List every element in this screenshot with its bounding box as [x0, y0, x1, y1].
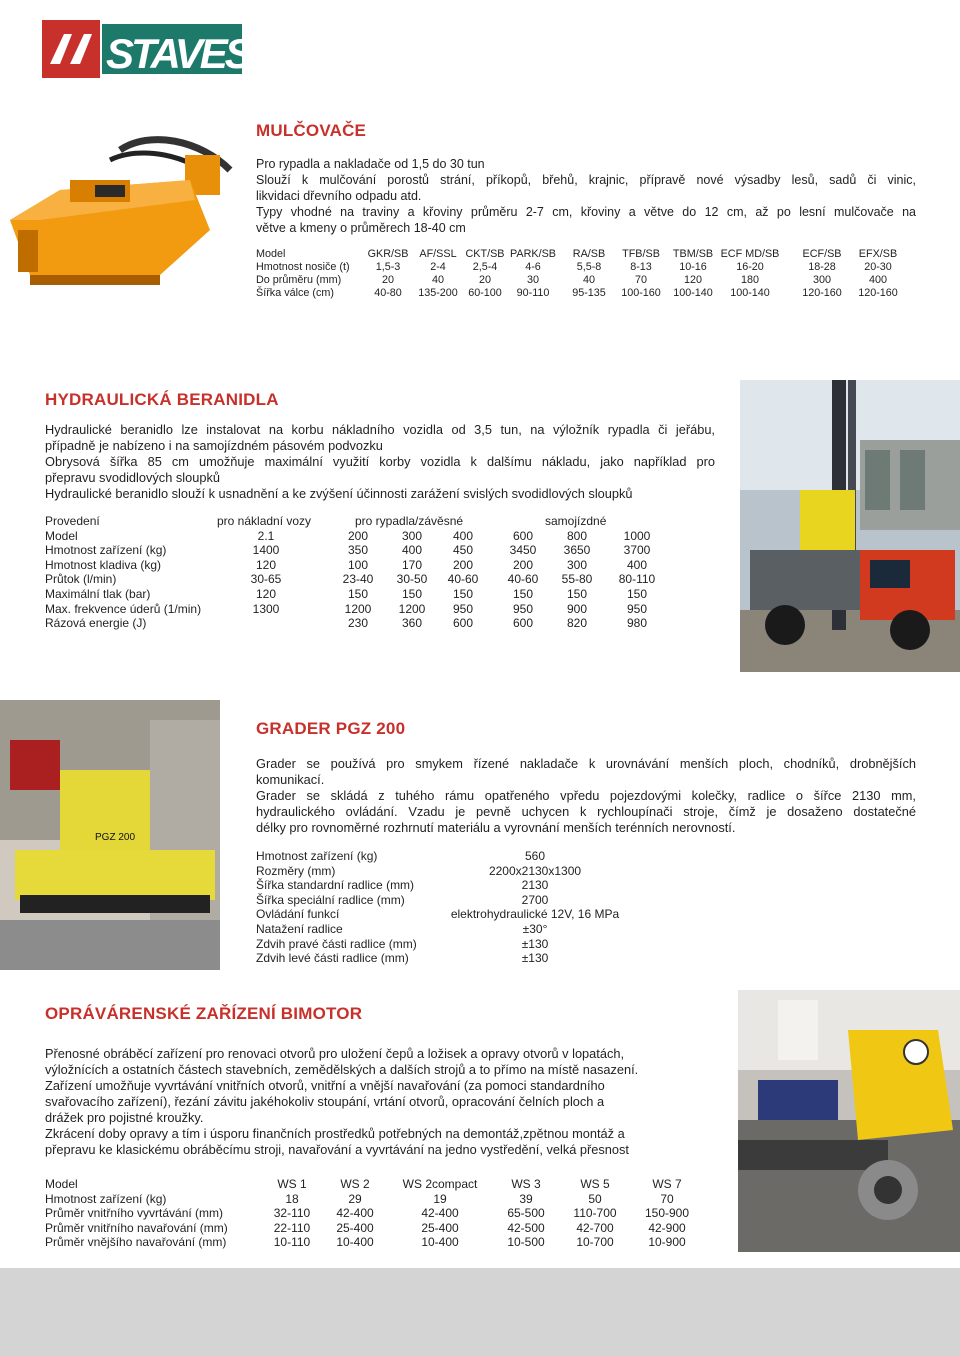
text-line: Hydraulické beranidlo lze instalovat na korbu nákladního vozidla od 3,5 tun, na výložník rypadla či jeřábu, [45, 422, 715, 437]
table-row-label: Šířka válce (cm) [256, 287, 334, 299]
spec-label: Ovládání funkcí [256, 907, 340, 922]
table-cell: 3450 [509, 543, 537, 558]
spec-label: Natažení radlice [256, 922, 343, 936]
table-cell: CKT/SB [465, 248, 505, 260]
table-row-label: Max. frekvence úderů (1/min) [45, 601, 202, 616]
table-cell: 18 [285, 1191, 299, 1206]
table-row-label: Hmotnost nosiče (t) [256, 261, 350, 273]
table-cell: EFX/SB [858, 248, 898, 260]
table-cell: 950 [512, 601, 534, 616]
table-cell: 100 [347, 557, 369, 572]
text-line: Zařízení umožňuje vyvrtávání vnitřních otvorů, vnitřní a vnější navařování (za pomoci standardního [45, 1078, 605, 1093]
table-cell: 150 [626, 587, 648, 601]
table-cell: 10-400 [336, 1235, 374, 1250]
table-cell: 55-80 [561, 572, 593, 587]
table-cell: 300 [812, 274, 832, 286]
photo-label: PGZ 200 [95, 832, 136, 843]
table-row-label: Model [45, 1177, 78, 1191]
table-cell: 10-500 [507, 1235, 545, 1250]
table-cell: 100-140 [730, 287, 770, 299]
table-cell: 40 [431, 274, 445, 286]
table-cell: 2,5-4 [472, 261, 498, 273]
table-cell: 200 [512, 557, 534, 572]
spec-label: Zdvih pravé části radlice (mm) [256, 936, 417, 951]
pile-driver-truck-photo [740, 380, 960, 672]
table-header-group: pro rypadla/závěsné [355, 514, 464, 528]
table-cell: AF/SSL [419, 248, 457, 260]
spec-value: ±130 [521, 951, 549, 966]
table-cell: 950 [626, 601, 648, 616]
table-cell: 25-400 [336, 1220, 374, 1235]
table-cell: 40-60 [447, 572, 479, 587]
table-cell: 300 [566, 557, 588, 572]
table-cell: 29 [348, 1191, 362, 1206]
text-line: Hydraulické beranidlo slouží k usnadnění a ke zvýšení účinnosti zarážení svislých svodidlových sloupků [45, 486, 633, 501]
table-header-group: pro nákladní vozy [217, 514, 312, 528]
table-cell: 300 [401, 528, 423, 543]
table-cell: 90-110 [516, 287, 550, 299]
table-cell: 30-65 [250, 572, 282, 587]
text-line: Pro rypadla a nakladače od 1,5 do 30 tun [256, 157, 485, 171]
beranidla-table [45, 514, 725, 634]
table-cell: 5,5-8 [576, 261, 602, 273]
text-line: Slouží k mulčování porostů strání, příkopů, břehů, krajnic, přípravě nové výsadby lesů, sadů či vinic, [256, 173, 916, 187]
table-cell: 70 [634, 274, 648, 286]
table-cell: 120-160 [858, 287, 898, 299]
table-row-label: Průtok (l/min) [45, 572, 117, 587]
text-line: Typy vhodné na traviny a křoviny průměru 2-7 cm, křoviny a větve do 12 cm, až po lesní mulčovače na [256, 205, 916, 219]
table-cell: 42-500 [507, 1220, 545, 1235]
table-cell: 19 [433, 1191, 447, 1206]
table-cell: 50 [588, 1191, 602, 1206]
table-row-label: Hmotnost zařízení (kg) [45, 1191, 167, 1206]
bimotor-title: OPRÁVÁRENSKÉ ZAŘÍZENÍ BIMOTOR [45, 1004, 363, 1023]
spec-label: Hmotnost zařízení (kg) [256, 849, 378, 863]
table-cell: 16-20 [736, 261, 764, 273]
table-cell: 600 [512, 528, 534, 543]
table-cell: 200 [347, 528, 369, 543]
table-row-label: Hmotnost kladiva (kg) [45, 557, 162, 572]
table-cell: 400 [626, 557, 648, 572]
table-cell: 95-135 [572, 287, 606, 299]
logo-text: STAVES [106, 30, 242, 77]
table-cell: 980 [626, 616, 648, 631]
table-cell: 150 [347, 587, 369, 601]
table-cell: 360 [401, 616, 423, 631]
table-cell: 40-80 [374, 287, 402, 299]
table-cell: 42-400 [421, 1206, 459, 1221]
table-cell: 1300 [252, 601, 280, 616]
text-line: Grader se používá pro smykem řízené nakladače k urovnávání menších ploch, chodníků, drobnějších [256, 756, 916, 771]
spec-value: 2700 [521, 892, 549, 907]
text-line: větve a kmeny o průměrech 18-40 cm [256, 221, 466, 235]
table-cell: 820 [566, 616, 588, 631]
table-cell: 40-60 [507, 572, 539, 587]
spec-label: Zdvih levé části radlice (mm) [256, 951, 409, 966]
table-cell: 42-900 [648, 1220, 686, 1235]
table-cell: 350 [347, 543, 369, 558]
text-line: přepravu ke klasickému obráběcímu stroji, navařování a vyvrtávání na jedno vystředění, velká přesnost [45, 1142, 629, 1157]
spec-label: Rozměry (mm) [256, 863, 336, 878]
table-cell: 150 [452, 587, 474, 601]
table-cell: 3700 [623, 543, 651, 558]
table-cell: 40 [582, 274, 596, 286]
spec-value: 560 [524, 849, 546, 863]
table-cell: 10-900 [648, 1235, 686, 1250]
text-line: výložnících a ostatních částech stavebních, zemědělských a dalších strojů a to přímo na místě nasazení. [45, 1062, 639, 1077]
table-cell: 1400 [252, 543, 280, 558]
text-line: Přenosné obráběcí zařízení pro renovaci otvorů pro uložení čepů a ložisek a opravy otvorů v lopatách, [45, 1046, 625, 1061]
table-cell: 70 [660, 1191, 674, 1206]
text-line: hydraulického ovládání. Vzadu je pevně uchycen k rychloupínači stroje, čímž je dosaženo dostatečné [256, 804, 916, 819]
table-cell: 18-28 [808, 261, 836, 273]
spec-value: elektrohydraulické 12V, 16 MPa [450, 907, 620, 922]
spec-label: Šířka speciální radlice (mm) [256, 892, 405, 907]
table-cell: 170 [401, 557, 423, 572]
text-line: Zkrácení doby opravy a tím i úsporu finančních prostředků potřebných na demontáž,zpětnou montáž a [45, 1126, 625, 1141]
table-cell: 2-4 [430, 261, 446, 273]
staves-logo [42, 20, 242, 78]
table-header-label: Provedení [45, 514, 100, 528]
table-cell: 22-110 [273, 1220, 311, 1235]
table-row-label: Model [256, 248, 286, 260]
table-cell: 60-100 [468, 287, 502, 299]
mulcovace-description [256, 156, 916, 236]
text-line: délky pro rovnoměrné rozhrnutí materiálu a vyrovnání menších terénních nerovností. [256, 820, 736, 835]
table-cell: 3650 [563, 543, 591, 558]
table-cell: 100-140 [673, 287, 713, 299]
bimotor-description [45, 1046, 715, 1158]
table-cell: 1,5-3 [375, 261, 401, 273]
spec-value: ±30° [522, 922, 548, 936]
grader-specs [256, 849, 676, 969]
table-cell: WS 5 [580, 1177, 610, 1191]
table-cell: 150 [512, 587, 534, 601]
table-cell: 800 [566, 528, 588, 543]
table-cell: WS 3 [511, 1177, 541, 1191]
table-row-label: Model [45, 528, 78, 543]
spec-value: 2130 [521, 878, 549, 893]
table-cell: 23-40 [342, 572, 374, 587]
table-cell: 10-110 [273, 1235, 311, 1250]
table-header-group: samojízdné [545, 514, 607, 528]
text-line: Grader se skládá z tuhého rámu opatřeného vpředu pojezdovými kolečky, radlice o šířce 2130 mm, [256, 788, 916, 803]
spec-label: Šířka standardní radlice (mm) [256, 878, 415, 893]
table-row-label: Průměr vnějšího navařování (mm) [45, 1235, 227, 1250]
table-cell: 120 [255, 587, 277, 601]
table-cell: 600 [512, 616, 534, 631]
table-cell: 180 [740, 274, 760, 286]
table-cell: RA/SB [572, 248, 606, 260]
table-cell: 80-110 [618, 572, 656, 587]
table-cell: 32-110 [273, 1206, 311, 1221]
table-cell: 1200 [344, 601, 372, 616]
table-cell: 135-200 [418, 287, 458, 299]
table-row-label: Průměr vnitřního vyvrtávání (mm) [45, 1206, 224, 1221]
table-cell: WS 7 [652, 1177, 682, 1191]
table-cell: TBM/SB [672, 248, 714, 260]
mulcovace-table [256, 248, 916, 304]
text-line: drážek pro pojistné kroužky. [45, 1110, 204, 1125]
table-cell: WS 2 [340, 1177, 370, 1191]
table-cell: 600 [452, 616, 474, 631]
table-cell: TFB/SB [622, 248, 660, 260]
spec-value: 2200x2130x1300 [488, 863, 582, 878]
text-line: svařovacího zařízení), řezání závitu jakéhokoliv stoupání, vrtání otvorů, opracování čelních ploch a [45, 1094, 605, 1109]
table-cell: 2.1 [257, 528, 275, 543]
table-cell: 10-700 [576, 1235, 614, 1250]
grader-description [256, 756, 916, 836]
table-cell: 400 [452, 528, 474, 543]
beranidla-description [45, 422, 715, 502]
table-cell: ECF/SB [802, 248, 842, 260]
mulcher-photo [0, 110, 250, 300]
beranidla-title: HYDRAULICKÁ BERANIDLA [45, 390, 279, 409]
table-cell: 8-13 [630, 261, 652, 273]
table-cell: GKR/SB [367, 248, 409, 260]
table-cell: 20-30 [864, 261, 892, 273]
table-cell: 120 [683, 274, 703, 286]
text-line: přepravu svodidlových sloupků [45, 470, 220, 485]
spec-value: ±130 [521, 936, 549, 951]
table-cell: 120-160 [802, 287, 842, 299]
mulcovace-title: MULČOVAČE [256, 121, 367, 140]
table-cell: 450 [452, 543, 474, 558]
table-cell: 10-400 [421, 1235, 459, 1250]
table-cell: ECF MD/SB [720, 248, 780, 260]
table-cell: 150-900 [644, 1206, 690, 1221]
footer-divider [0, 1268, 960, 1356]
table-cell: 30 [526, 274, 540, 286]
table-cell: 1200 [398, 601, 426, 616]
text-line: případně je nabízeno i na samojízdném pásovém podvozku [45, 438, 383, 453]
table-cell: 39 [519, 1191, 533, 1206]
table-cell: 20 [381, 274, 395, 286]
table-cell: 25-400 [421, 1220, 459, 1235]
table-cell: 1000 [623, 528, 651, 543]
text-line: Obrysová šířka 85 cm umožňuje maximální využití korby vozidla k dalšímu nákladu, jako například pro [45, 454, 715, 469]
table-row-label: Hmotnost zařízení (kg) [45, 543, 167, 558]
text-line: komunikací. [256, 772, 325, 787]
table-cell: WS 1 [277, 1177, 307, 1191]
table-cell: 150 [401, 587, 423, 601]
table-cell: 900 [566, 601, 588, 616]
grader-title: GRADER PGZ 200 [256, 719, 406, 738]
table-cell: PARK/SB [509, 248, 557, 260]
table-cell: 42-700 [576, 1220, 614, 1235]
table-cell: 4-6 [525, 261, 541, 273]
grader-photo [0, 700, 220, 970]
table-row-label: Do průměru (mm) [256, 274, 342, 286]
table-cell: 20 [478, 274, 492, 286]
table-cell: 42-400 [336, 1206, 374, 1221]
table-cell: 110-700 [573, 1206, 617, 1221]
text-line: likvidaci dřevního odpadu atd. [256, 189, 422, 203]
table-cell: 950 [452, 601, 474, 616]
table-cell: 230 [347, 616, 369, 631]
table-cell: 400 [401, 543, 423, 558]
table-cell: 400 [868, 274, 888, 286]
table-cell: 150 [566, 587, 588, 601]
bimotor-table [45, 1177, 725, 1253]
table-cell: 120 [255, 557, 277, 572]
bimotor-photo [738, 990, 960, 1252]
table-row-label: Maximální tlak (bar) [45, 587, 151, 601]
table-cell: 65-500 [507, 1206, 545, 1221]
table-cell: WS 2compact [402, 1177, 478, 1191]
table-row-label: Rázová energie (J) [45, 616, 147, 631]
table-cell: 200 [452, 557, 474, 572]
table-cell: 30-50 [396, 572, 428, 587]
table-row-label: Průměr vnitřního navařování (mm) [45, 1220, 228, 1235]
table-cell: 10-16 [679, 261, 707, 273]
table-cell: 100-160 [621, 287, 661, 299]
